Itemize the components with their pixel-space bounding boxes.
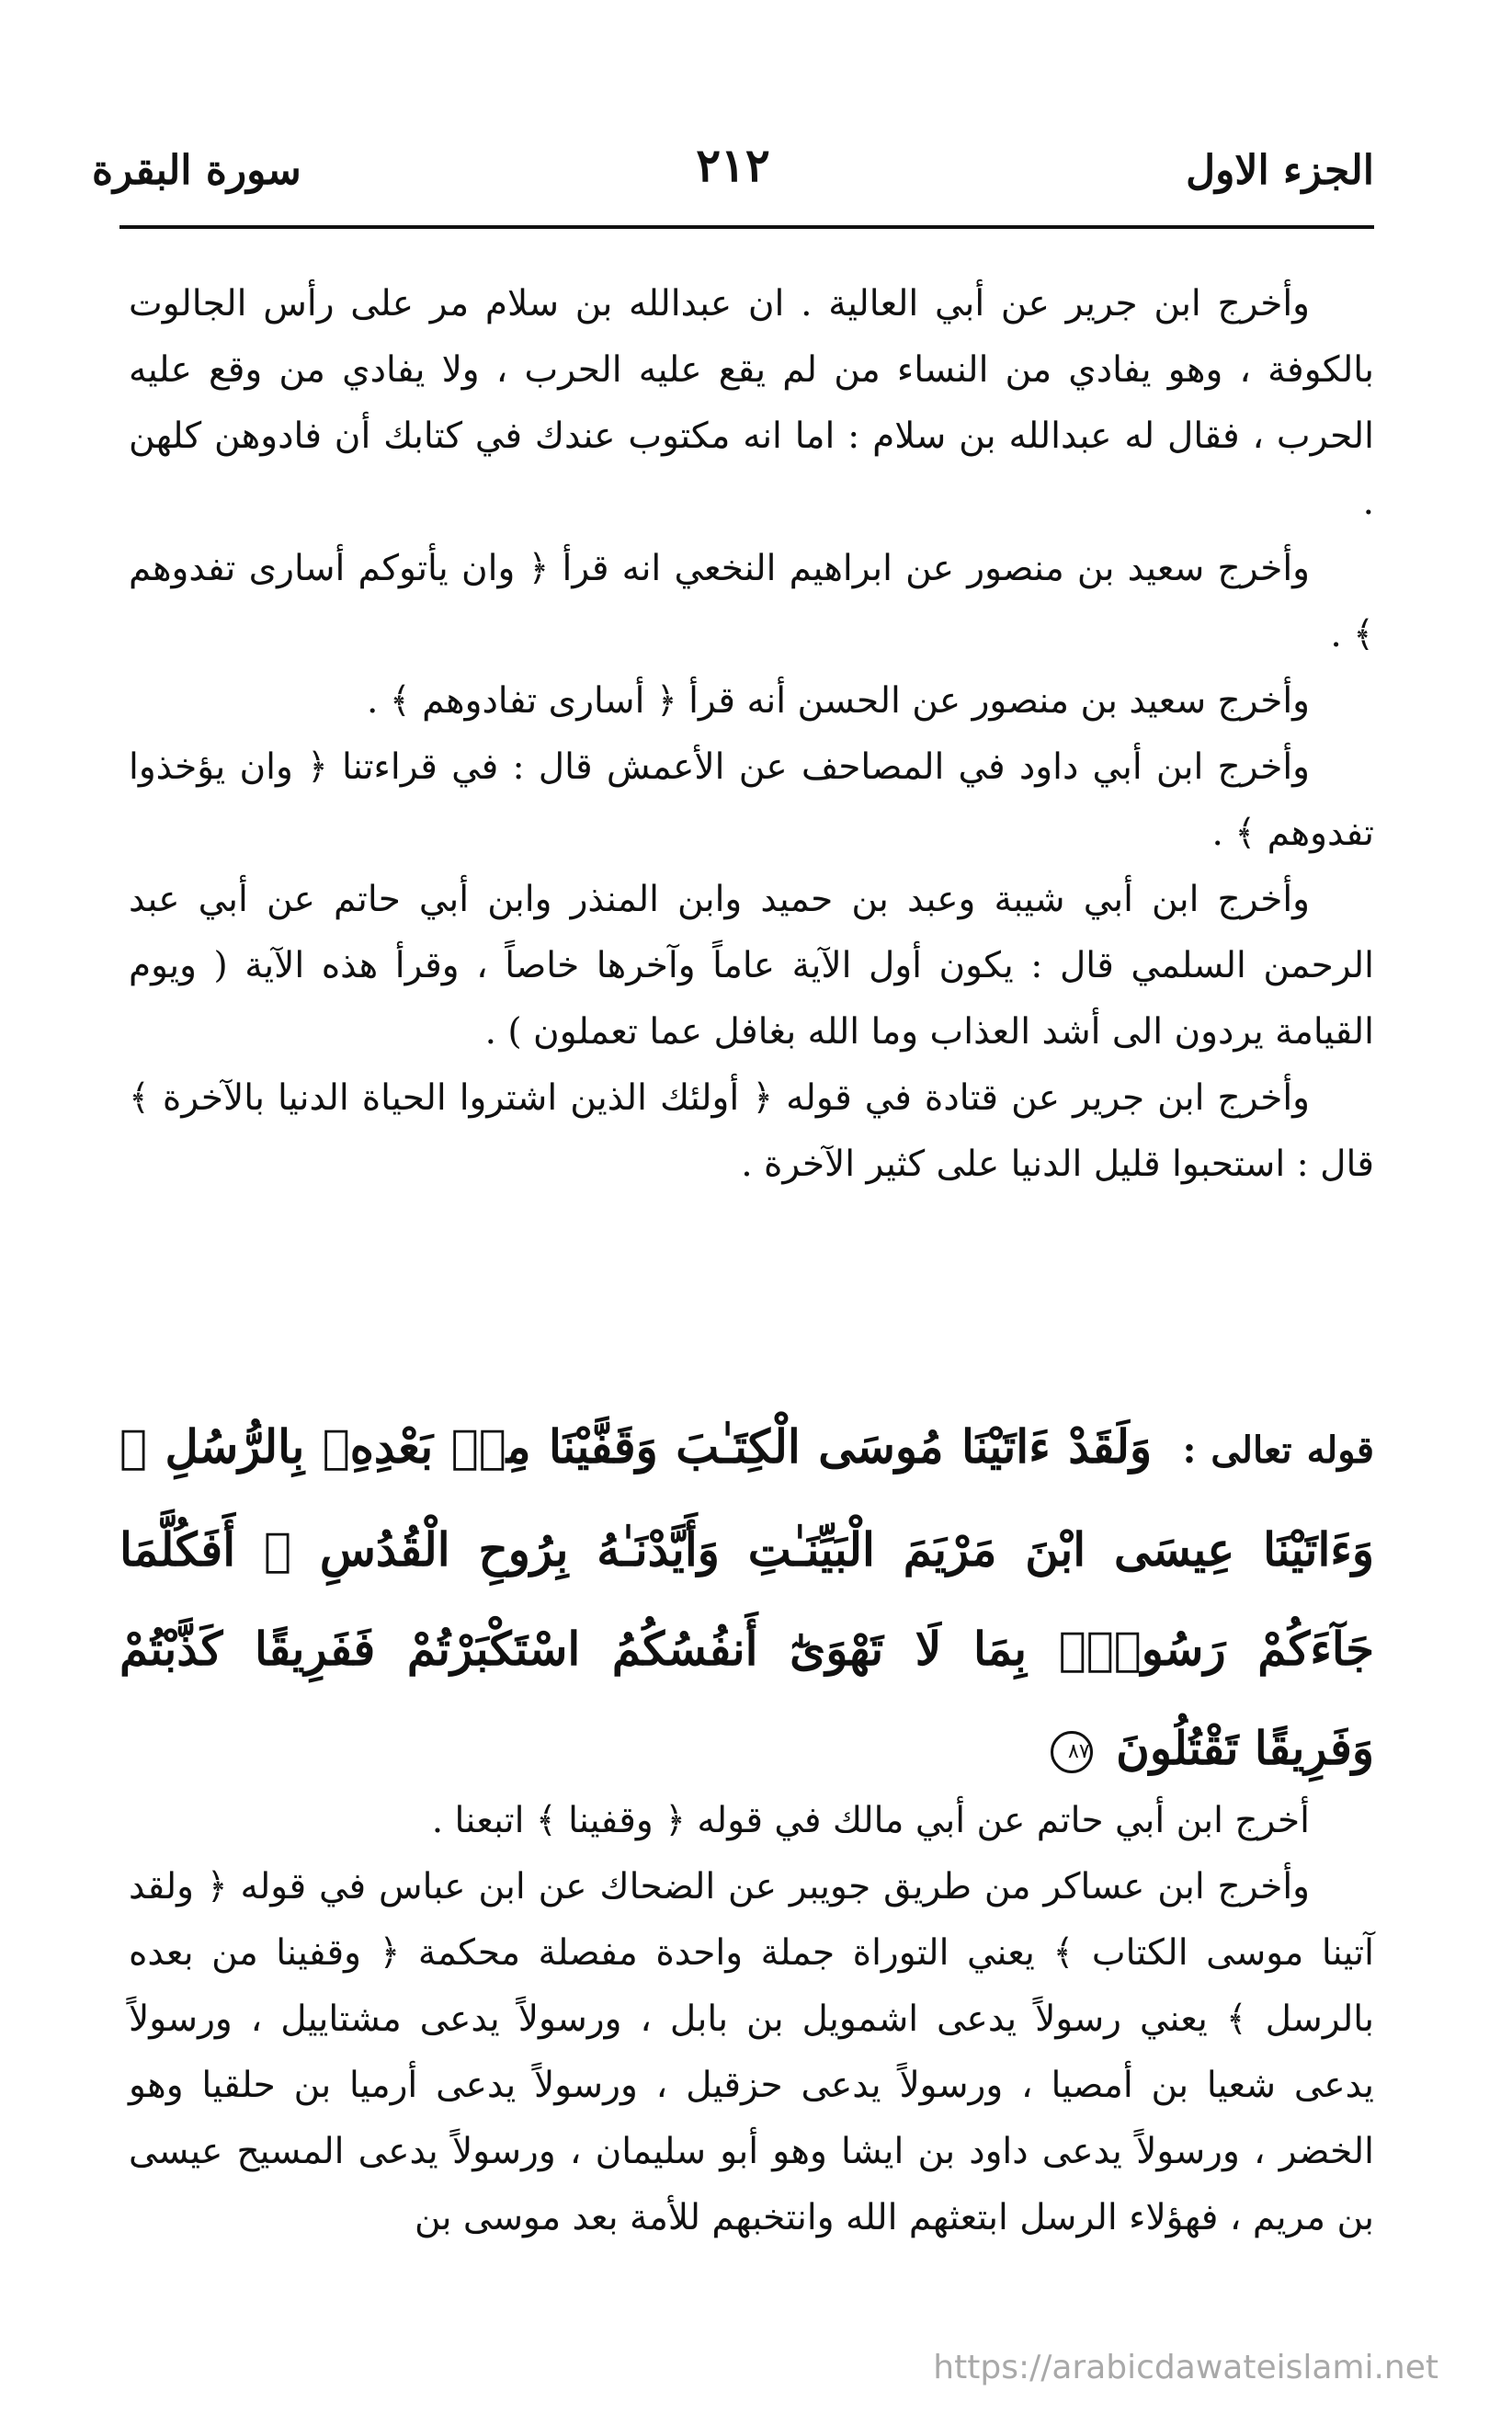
paragraph: وأخرج ابن جرير عن قتادة في قوله ﴿ أولئك الذين اشتروا الحياة الدنيا بالآخرة ﴾ قال : استحبوا قليل الدنيا على كثير الآخرة .	[129, 1077, 1374, 1185]
commentary-block-2	[129, 1788, 1374, 2251]
header-divider	[119, 225, 1374, 229]
paragraph: أخرج ابن أبي حاتم عن أبي مالك في قوله ﴿ وقفينا ﴾ اتبعنا .	[431, 1800, 1310, 1841]
verse-intro: قوله تعالى :	[1182, 1429, 1374, 1472]
paragraph: وأخرج ابن جرير عن أبي العالية . ان عبدالله بن سلام مر على رأس الجالوت بالكوفة ، وهو يفادي من النساء من لم يقع عليه الحرب ، ولا يفادي من وقع عليه الحرب ، فقال له عبدالله بن سلام : اما انه مكتوب عندك في كتابك أن فادوهن كلهن .	[129, 283, 1374, 523]
part-label: الجزء الاول	[1186, 147, 1374, 194]
quran-verse	[119, 1397, 1374, 1775]
paragraph: وأخرج ابن عساكر من طريق جويبر عن الضحاك عن ابن عباس في قوله ﴿ ولقد آتينا موسى الكتاب ﴾ يعني التوراة جملة واحدة مفصلة محكمة ﴿ وقفينا من بعده بالرسل ﴾ يعني رسولاً يدعى اشمويل بن بابل ، ورسولاً يدعى مشتاييل ، ورسولاً يدعى شعيا بن أمصيا ، ورسولاً يدعى حزقيل ، ورسولاً يدعى أرميا بن حلقيا وهو الخضر ، ورسولاً يدعى داود بن ايشا وهو أبو سليمان ، ورسولاً يدعى المسيح عيسى بن مريم ، فهؤلاء الرسل ابتعثهم الله وانتخبهم للأمة بعد موسى بن	[129, 1866, 1374, 2238]
paragraph: وأخرج ابن أبي داود في المصاحف عن الأعمش قال : في قراءتنا ﴿ وان يؤخذوا تفدوهم ﴾ .	[129, 746, 1374, 854]
commentary-block-1	[129, 271, 1374, 1198]
running-header	[92, 138, 1374, 211]
watermark-url: https://arabicdawateislami.net	[933, 2349, 1438, 2386]
paragraph: وأخرج سعيد بن منصور عن الحسن أنه قرأ ﴿ أسارى تفادوهم ﴾ .	[367, 680, 1310, 722]
page-number: ٢١٢	[696, 138, 770, 192]
paragraph: وأخرج سعيد بن منصور عن ابراهيم النخعي انه قرأ ﴿ وان يأتوكم أسارى تفدوهم ﴾ .	[129, 548, 1374, 655]
verse-text: وَلَقَدْ ءَاتَيْنَا مُوسَى الْكِتَـٰبَ وَقَفَّيْنَا مِنۢ بَعْدِهِۦ بِالرُّسُلِ ۖ وَءَاتَيْنَا عِيسَى ابْنَ مَرْيَمَ الْبَيِّنَـٰتِ وَأَيَّدْنَـٰهُ بِرُوحِ الْقُدُسِ ۗ أَفَكُلَّمَا جَآءَكُمْ رَسُولٌۢ بِمَا لَا تَهْوَىٰٓ أَنفُسُكُمُ اسْتَكْبَرْتُمْ فَفَرِيقًا كَذَّبْتُمْ وَفَرِيقًا تَقْتُلُونَ	[119, 1419, 1374, 1775]
paragraph: وأخرج ابن أبي شيبة وعبد بن حميد وابن المنذر وابن أبي حاتم عن أبي عبد الرحمن السلمي قال : يكون أول الآية عاماً وآخرها خاصاً ، وقرأ هذه الآية ( ويوم القيامة يردون الى أشد العذاب وما الله بغافل عما تعملون ) .	[129, 879, 1374, 1053]
ayah-number-icon: ٨٧	[1051, 1731, 1093, 1773]
surah-label: سورة البقرة	[92, 147, 301, 194]
